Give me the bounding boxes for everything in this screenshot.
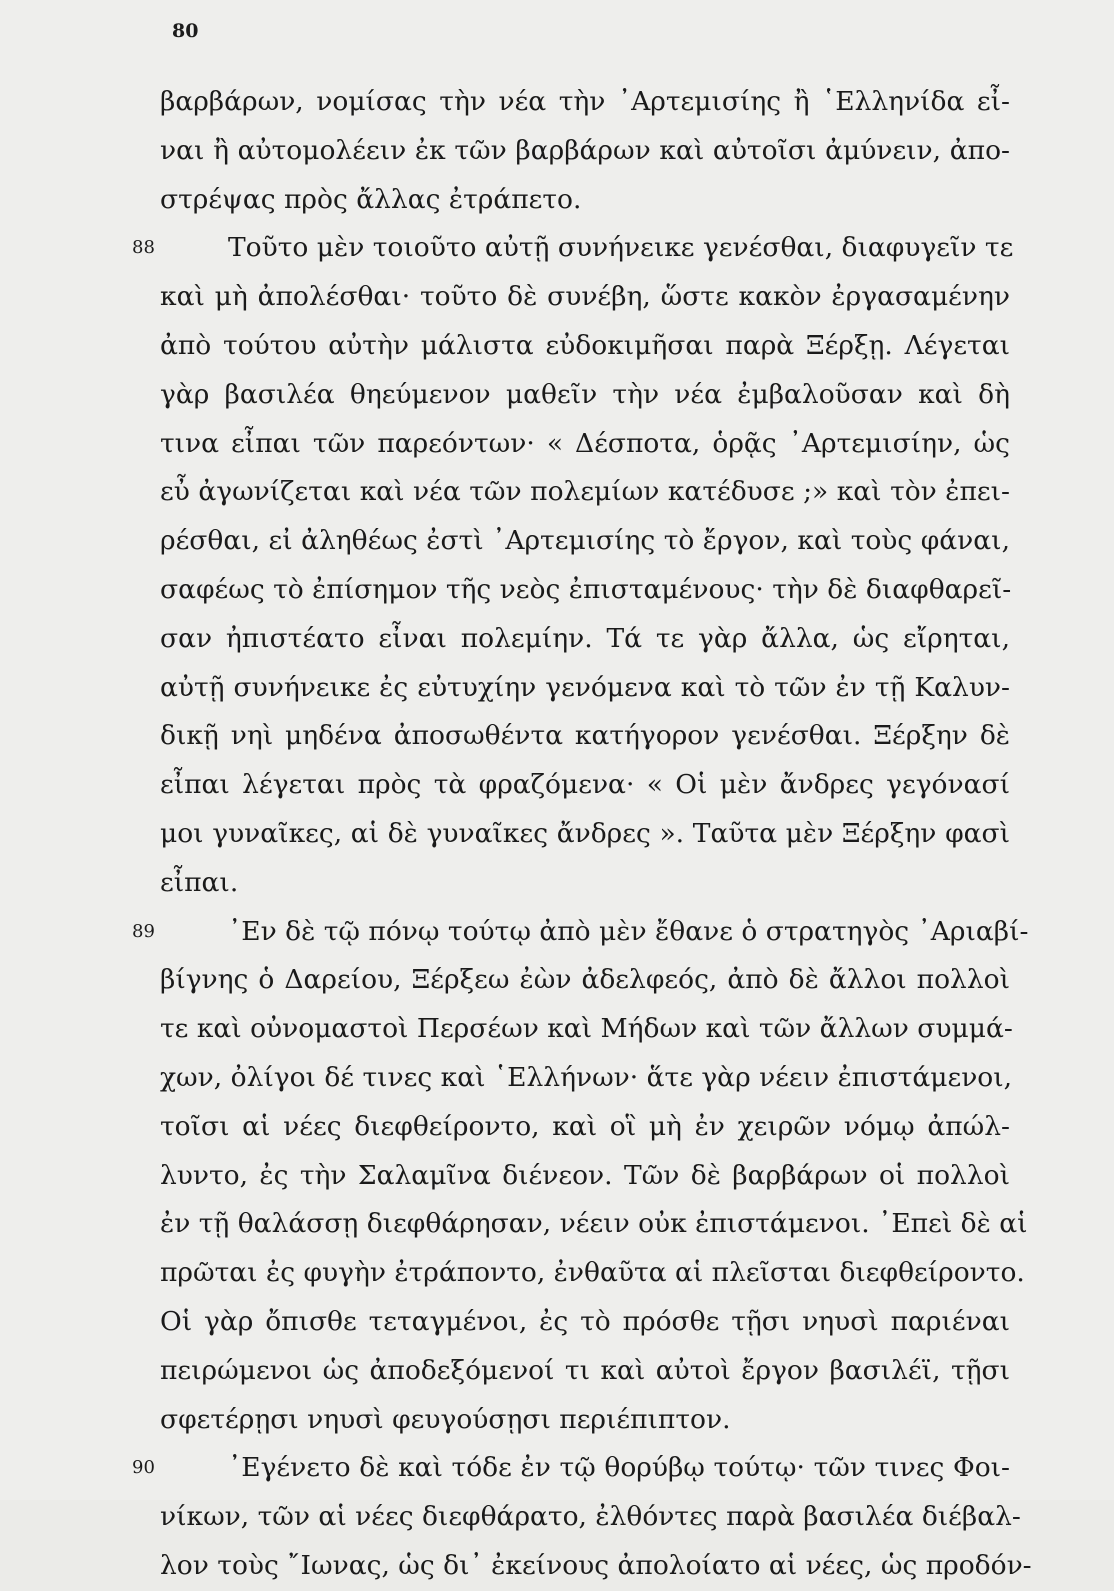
text-line: σφετέρῃσι νηυσὶ φευγούσῃσι περιέπιπτον. xyxy=(160,1403,731,1435)
text-line: εὖ ἀγωνίζεται καὶ νέα τῶν πολεμίων κατέδυσε ;» καὶ τὸν ἐπει- xyxy=(160,476,1010,508)
text-line: ναι ἢ αὐτομολέειν ἐκ τῶν βαρβάρων καὶ αὐτοῖσι ἀμύνειν, ἀπο- xyxy=(160,134,1010,166)
text-line: Τοῦτο μὲν τοιοῦτο αὐτῇ συνήνεικε γενέσθαι, διαφυγεῖν τε xyxy=(228,232,1014,264)
text-line: γὰρ βασιλέα θηεύμενον μαθεῖν τὴν νέα ἐμβαλοῦσαν καὶ δὴ xyxy=(160,378,1010,410)
text-line: νίκων, τῶν αἱ νέες διεφθάρατο, ἐλθόντες παρὰ βασιλέα διέβαλ- xyxy=(160,1501,1021,1533)
text-line: ἐν τῇ θαλάσσῃ διεφθάρησαν, νέειν οὐκ ἐπιστάμενοι. ᾿Επεὶ δὲ αἱ xyxy=(160,1208,1028,1240)
section-number: 90 xyxy=(132,1457,155,1479)
text-line: χων, ὀλίγοι δέ τινες καὶ ῾Ελλήνων· ἅτε γὰρ νέειν ἐπιστάμενοι, xyxy=(160,1061,1013,1093)
text-line: ᾿Εν δὲ τῷ πόνῳ τούτῳ ἀπὸ μὲν ἔθανε ὁ στρατηγὸς ᾿Αριαβί- xyxy=(228,915,1029,947)
text-line: βίγνης ὁ Δαρείου, Ξέρξεω ἐὼν ἀδελφεός, ἀπὸ δὲ ἄλλοι πολλοὶ xyxy=(160,964,1010,996)
text-line: πειρώμενοι ὡς ἀποδεξόμενοί τι καὶ αὐτοὶ ἔργον βασιλέϊ, τῇσι xyxy=(160,1354,1010,1386)
section-88 xyxy=(132,224,1014,907)
text-line: τοῖσι αἱ νέες διεφθείροντο, καὶ οἳ μὴ ἐν χειρῶν νόμῳ ἀπώλ- xyxy=(160,1110,1010,1142)
text-line: ᾿Εγένετο δὲ καὶ τόδε ἐν τῷ θορύβῳ τούτῳ· τῶν τινες Φοι- xyxy=(228,1452,1010,1484)
section-90 xyxy=(132,1444,1032,1590)
text-line: αὐτῇ συνήνεικε ἐς εὐτυχίην γενόμενα καὶ τὸ τῶν ἐν τῇ Καλυν- xyxy=(160,671,1010,703)
text-line: στρέψας πρὸς ἄλλας ἐτράπετο. xyxy=(160,183,582,215)
page-number: 80 xyxy=(172,20,199,42)
text-line: ρέσθαι, εἰ ἀληθέως ἐστὶ ᾿Αρτεμισίης τὸ ἔργον, καὶ τοὺς φάναι, xyxy=(160,525,1010,557)
text-line: καὶ μὴ ἀπολέσθαι· τοῦτο δὲ συνέβη, ὥστε κακὸν ἐργασαμένην xyxy=(160,281,1010,313)
body-text xyxy=(132,78,1032,1591)
text-line: μοι γυναῖκες, αἱ δὲ γυναῖκες ἄνδρες ». Ταῦτα μὲν Ξέρξην φασὶ xyxy=(160,817,1010,849)
text-line: βαρβάρων, νομίσας τὴν νέα τὴν ᾿Αρτεμισίης ἢ ῾Ελληνίδα εἶ- xyxy=(160,86,1010,117)
text-line: λυντο, ἐς τὴν Σαλαμῖνα διένεον. Τῶν δὲ βαρβάρων οἱ πολλοὶ xyxy=(160,1159,1010,1191)
text-line: εἶπαι. xyxy=(160,866,239,898)
text-line: πρῶται ἐς φυγὴν ἐτράποντο, ἐνθαῦτα αἱ πλεῖσται διεφθείροντο. xyxy=(160,1257,1025,1289)
text-line: δικῇ νηὶ μηδένα ἀποσωθέντα κατήγορον γενέσθαι. Ξέρξην δὲ xyxy=(160,720,1010,752)
section-number: 88 xyxy=(132,237,155,259)
section-number: 89 xyxy=(132,920,155,942)
text-line: σαφέως τὸ ἐπίσημον τῆς νεὸς ἐπισταμένους· τὴν δὲ διαφθαρεῖ- xyxy=(160,573,1012,605)
text-line: ἀπὸ τούτου αὐτὴν μάλιστα εὐδοκιμῆσαι παρὰ Ξέρξῃ. Λέγεται xyxy=(160,329,1010,361)
text-line: λον τοὺς ῎Ιωνας, ὡς δι᾿ ἐκείνους ἀπολοίατο αἱ νέες, ὡς προδόν- xyxy=(160,1549,1032,1581)
text-line: εἶπαι λέγεται πρὸς τὰ φραζόμενα· « Οἱ μὲν ἄνδρες γεγόνασί xyxy=(160,769,1010,801)
text-line: σαν ἠπιστέατο εἶναι πολεμίην. Τά τε γὰρ ἄλλα, ὡς εἴρηται, xyxy=(160,622,1010,654)
text-line: Οἱ γὰρ ὄπισθε τεταγμένοι, ἐς τὸ πρόσθε τῇσι νηυσὶ παριέναι xyxy=(160,1305,1010,1337)
section-89 xyxy=(132,908,1029,1445)
text-line: τινα εἶπαι τῶν παρεόντων· « Δέσποτα, ὁρᾷς ᾿Αρτεμισίην, ὡς xyxy=(160,427,1010,459)
text-line: τε καὶ οὐνομαστοὶ Περσέων καὶ Μήδων καὶ τῶν ἄλλων συμμά- xyxy=(160,1013,1013,1045)
